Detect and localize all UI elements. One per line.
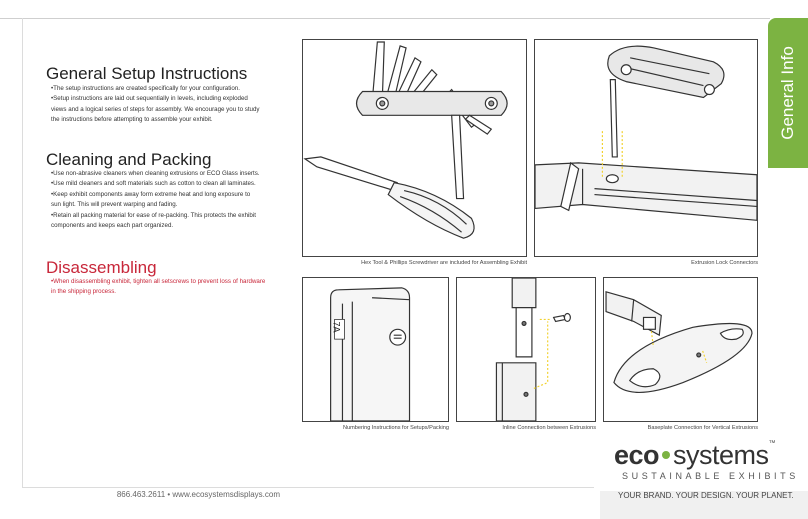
disassembling-bullet-2: in the shipping process.	[51, 288, 117, 296]
cleaning-bullet-1: •Use non-abrasive cleaners when cleaning extrusions or ECO Glass inserts.	[51, 170, 260, 177]
hex-tool-illustration	[303, 40, 526, 256]
numbering-illustration	[303, 278, 448, 421]
bottom-rule	[22, 487, 594, 488]
setup-bullet-3: views and a logical series of steps for assembly. We encourage you to study	[51, 105, 260, 113]
inline-connection-panel	[456, 277, 596, 422]
cleaning-bullet-2: •Use mild cleaners and soft materials such as cotton to clean all laminates.	[51, 180, 256, 188]
cleaning-bullets	[50, 169, 290, 231]
baseplate-illustration	[604, 278, 757, 421]
numbering-caption: Numbering Instructions for Setups/Packing	[342, 425, 449, 431]
extrusion-lock-illustration	[535, 40, 757, 256]
hex-tool-caption: Hex Tool & Phillips Screwdriver are included for Assembling Exhibit	[361, 260, 527, 266]
logo-dot-icon	[662, 451, 670, 459]
logo-systems: systems	[673, 440, 769, 470]
extrusion-lock-panel	[534, 39, 758, 257]
hex-tool-panel	[302, 39, 527, 257]
disassembling-title: Disassembling	[46, 258, 157, 277]
setup-bullet-1: •The setup instructions are created specifically for your configuration.	[51, 85, 240, 92]
numbering-panel	[302, 277, 449, 422]
logo-tagline: YOUR BRAND. YOUR DESIGN. YOUR PLANET.	[618, 491, 794, 500]
setup-title: General Setup Instructions	[46, 64, 248, 83]
cleaning-bullet-5: •Retain all packing material for ease of re-packing. This protects the exhibit	[51, 211, 256, 219]
general-info-tab-label: General Info	[778, 46, 797, 140]
cleaning-bullet-4: sun light. This will prevent warping and fading.	[51, 201, 178, 209]
setup-bullet-4: the instructions before attempting to assemble your exhibit.	[51, 116, 213, 124]
part-number-label: 7A	[331, 321, 342, 333]
setup-bullets	[50, 84, 290, 126]
disassembling-bullets	[50, 277, 290, 298]
cleaning-bullet-3: •Keep exhibit components away form extreme heat and long exposure to	[51, 190, 251, 198]
logo-trademark: ™	[768, 440, 776, 447]
logo-eco: eco	[614, 440, 660, 470]
cleaning-bullet-6: components and keeps each part organized.	[51, 222, 174, 230]
logo-wordmark	[614, 440, 776, 471]
inline-connection-caption: Inline Connection between Extrusions	[502, 425, 596, 431]
general-info-tab	[768, 18, 808, 168]
left-rule	[22, 18, 23, 488]
baseplate-caption: Baseplate Connection for Vertical Extrusions	[647, 425, 758, 431]
baseplate-panel	[603, 277, 758, 422]
disassembling-bullet-1: •When disassembling exhibit, tighten all setscrews to prevent loss of hardware	[51, 278, 266, 285]
inline-connection-illustration	[457, 278, 595, 421]
logo-subtitle: SUSTAINABLE EXHIBITS	[622, 471, 799, 481]
cleaning-title: Cleaning and Packing	[46, 150, 212, 169]
setup-bullet-2: •Setup instructions are laid out sequentially in levels, including exploded	[51, 95, 248, 103]
top-rule	[0, 18, 770, 19]
extrusion-lock-caption: Extrusion Lock Connectors	[691, 260, 758, 266]
footer-contact: 866.463.2611 • www.ecosystemsdisplays.com	[116, 490, 280, 499]
